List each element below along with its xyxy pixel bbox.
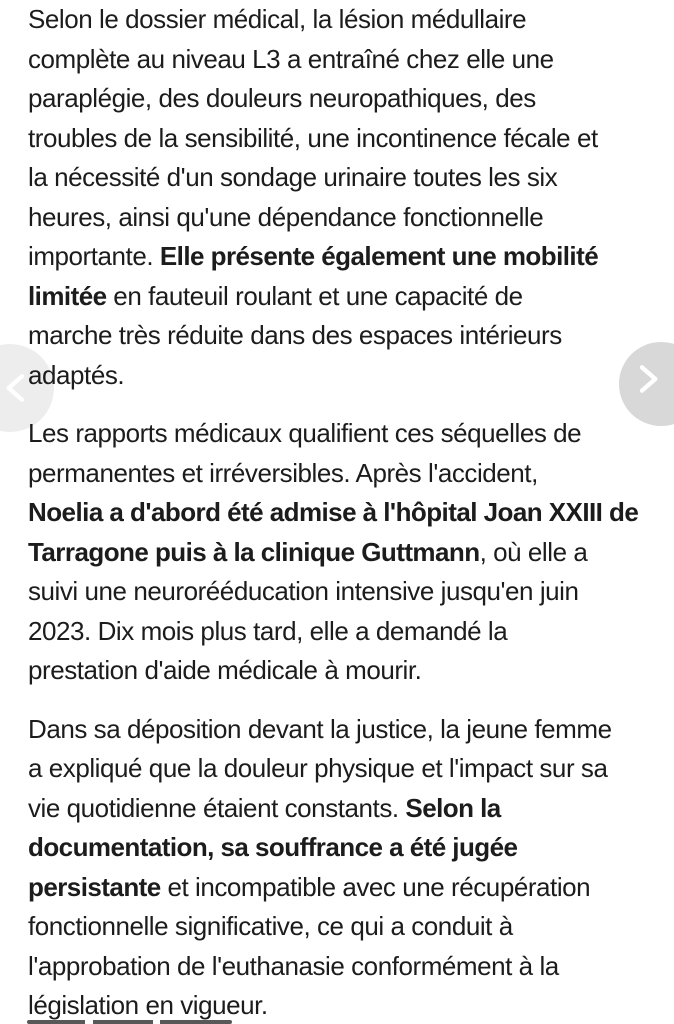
paragraph <box>28 414 648 691</box>
paragraph <box>28 710 648 1024</box>
text-line: limitée en fauteuil roulant et une capacité de <box>28 280 523 311</box>
text-line: Dans sa déposition devant la justice, la jeune femme <box>28 713 612 744</box>
text-line: Selon le dossier médical, la lésion médullaire <box>28 4 527 34</box>
text-line: Noelia a d'abord été admise à l'hôpital Joan XXIII de <box>28 497 639 527</box>
text-line: vie quotidienne étaient constants. Selon la <box>28 792 501 823</box>
text-line: législation en vigueur. <box>28 990 268 1020</box>
text-line: prestation d'aide médicale à mourir. <box>28 655 422 685</box>
article-text <box>28 0 648 1024</box>
clipped-next-line <box>27 1020 232 1024</box>
text-line: l'approbation de l'euthanasie conformément à la <box>28 950 559 981</box>
text-line: Les rapports médicaux qualifient ces séquelles de <box>28 418 582 448</box>
text-line: paraplégie, des douleurs neuropathiques, des <box>28 83 536 113</box>
text-line: marche très réduite dans des espaces intérieurs <box>28 320 562 350</box>
text-line: Tarragone puis à la clinique Guttmann, où elle a <box>28 536 588 567</box>
paragraph <box>28 0 648 395</box>
text-line: troubles de la sensibilité, une incontinence fécale et <box>28 122 598 153</box>
text-line: persistante et incompatible avec une récupération <box>28 871 591 902</box>
text-line: a expliqué que la douleur physique et l'impact sur sa <box>28 753 608 783</box>
text-line: importante. Elle présente également une mobilité <box>28 241 599 271</box>
text-line: 2023. Dix mois plus tard, elle a demandé la <box>28 615 508 646</box>
text-line: complète au niveau L3 a entraîné chez elle une <box>28 43 554 74</box>
text-line: documentation, sa souffrance a été jugée <box>28 832 518 862</box>
text-line: adaptés. <box>28 359 125 390</box>
text-line: permanentes et irréversibles. Après l'accident, <box>28 457 538 488</box>
text-line: la nécessité d'un sondage urinaire toutes les six <box>28 162 558 192</box>
text-line: fonctionnelle significative, ce qui a conduit à <box>28 911 513 941</box>
text-line: suivi une neurorééducation intensive jusqu'en juin <box>28 576 579 606</box>
text-line: heures, ainsi qu'une dépendance fonctionnelle <box>28 201 544 232</box>
chevron-left-icon <box>0 368 30 408</box>
